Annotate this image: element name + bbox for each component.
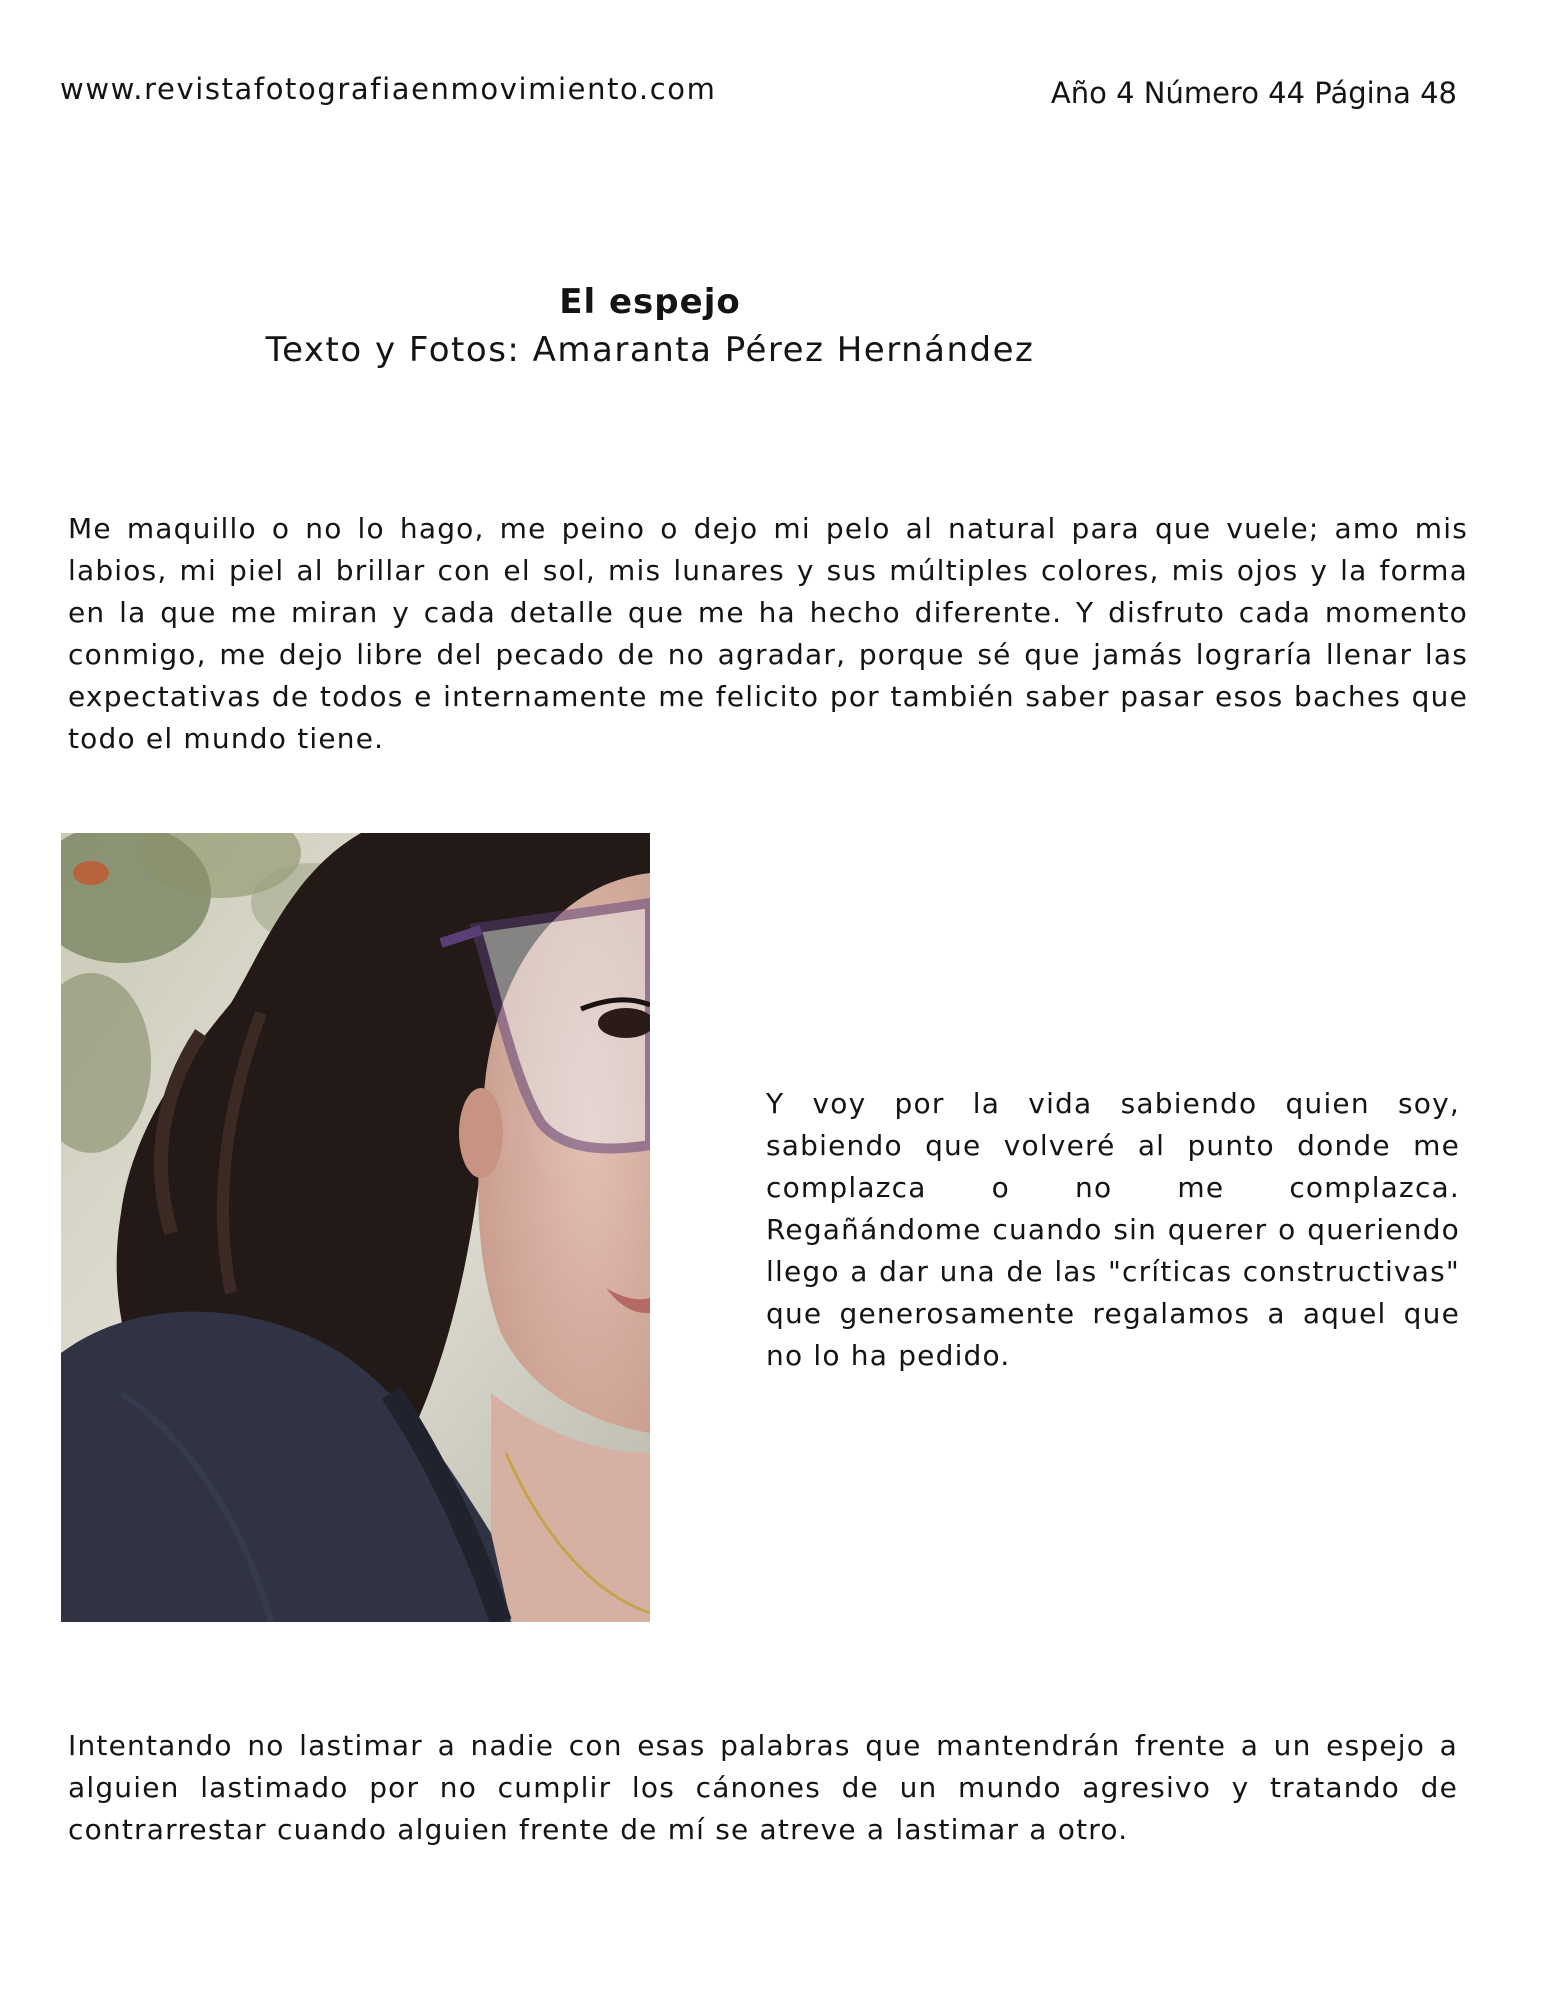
- article-byline: Texto y Fotos: Amaranta Pérez Hernández: [265, 330, 1035, 370]
- website-url: www.revistafotografiaenmovimiento.com: [60, 72, 717, 106]
- paragraph-middle: Y voy por la vida sabiendo quien soy, sabiendo que volveré al punto donde me complazca o no me complazca. Regañándome cuando sin querer o queriendo llego a dar una de las "críticas constructivas" que generosamente regalamos a aquel que no lo ha pedido.: [766, 1087, 1460, 1372]
- article-title: El espejo: [559, 282, 741, 322]
- paragraph-intro: Me maquillo o no lo hago, me peino o dejo mi pelo al natural para que vuele; amo mis labios, mi piel al brillar con el sol, mis lunares y sus múltiples colores, mis ojos y la forma en la que me miran y cada detalle que me ha hecho diferente. Y disfruto cada momento conmigo, me dejo libre del pecado de no agradar, porque sé que jamás lograría llenar las expectativas de todos e internamente me felicito por también saber pasar esos baches que todo el mundo tiene.: [68, 512, 1468, 755]
- paragraph-closing: Intentando no lastimar a nadie con esas palabras que mantendrán frente a un espejo a alguien lastimado por no cumplir los cánones de un mundo agresivo y tratando de contrarrestar cuando alguien frente de mí se atreve a lastimar a otro.: [68, 1729, 1458, 1846]
- issue-page-info: Año 4 Número 44 Página 48: [1050, 76, 1457, 110]
- portrait-photo: [61, 833, 650, 1622]
